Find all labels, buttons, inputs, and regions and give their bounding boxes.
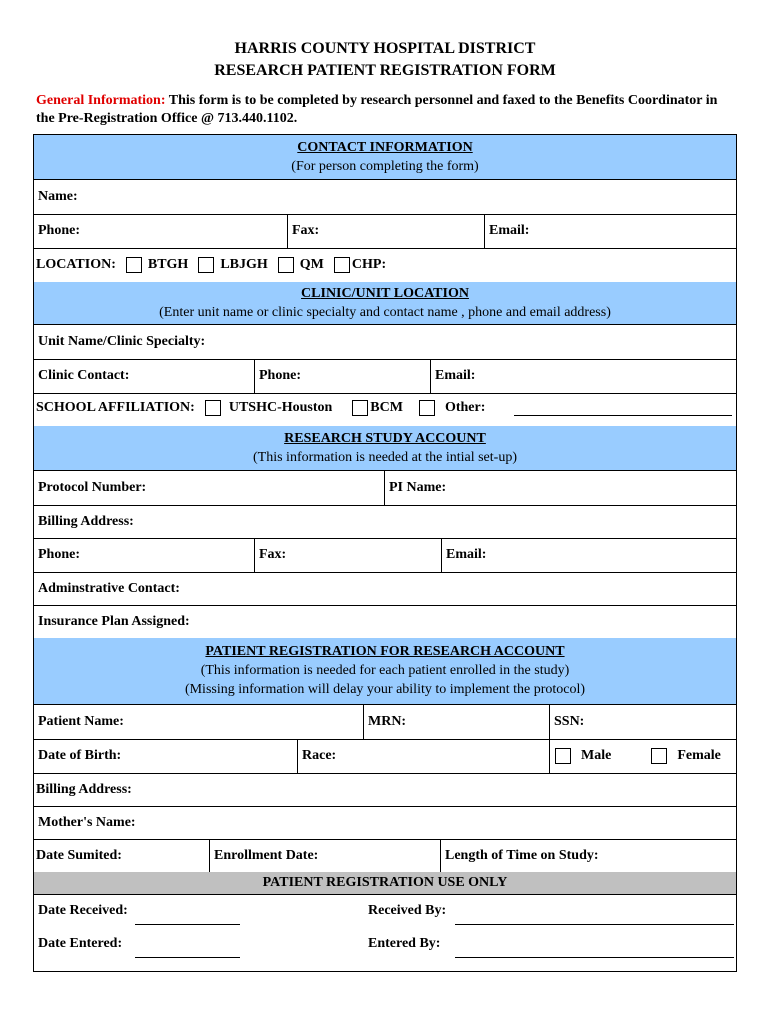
location-label: LOCATION: xyxy=(36,257,116,272)
qm-checkbox[interactable] xyxy=(278,257,294,273)
location-row xyxy=(34,248,736,283)
clinic-phone-label: Phone: xyxy=(259,368,301,383)
date-entered-line[interactable] xyxy=(135,957,240,958)
patient-name-field[interactable] xyxy=(34,705,363,739)
school-options xyxy=(36,393,485,423)
study-phone-row xyxy=(34,538,736,573)
date-submitted-field[interactable] xyxy=(34,839,209,872)
sex-options xyxy=(549,739,736,773)
general-information-label: General Information: xyxy=(36,93,166,108)
general-information xyxy=(36,92,736,128)
mrn-field[interactable] xyxy=(363,705,549,739)
pi-name-label: PI Name: xyxy=(389,480,447,495)
dob-row xyxy=(34,739,736,774)
ssn-field[interactable] xyxy=(549,705,736,739)
clinic-contact-row xyxy=(34,359,736,394)
chp-checkbox[interactable] xyxy=(334,257,350,273)
female-checkbox[interactable] xyxy=(651,748,667,764)
mother-name-row xyxy=(34,806,736,840)
insurance-field[interactable] xyxy=(34,605,736,638)
study-fax-field[interactable] xyxy=(254,538,441,572)
male-checkbox[interactable] xyxy=(555,748,571,764)
study-section-header xyxy=(34,426,736,471)
qm-label: QM xyxy=(299,257,324,272)
form-title-line1: HARRIS COUNTY HOSPITAL DISTRICT xyxy=(234,40,536,57)
received-by-line[interactable] xyxy=(455,924,734,925)
study-billing-field[interactable] xyxy=(34,505,736,538)
unit-name-row xyxy=(34,325,736,360)
unit-name-field[interactable] xyxy=(34,325,736,359)
contact-subheading: (For person completing the form) xyxy=(291,159,479,174)
other-school-checkbox[interactable] xyxy=(419,400,435,416)
patient-billing-field[interactable] xyxy=(34,773,736,806)
utshc-label: UTSHC-Houston xyxy=(228,400,333,415)
date-entered-label: Date Entered: xyxy=(38,936,123,951)
patient-billing-label: Billing Address: xyxy=(36,781,132,797)
contact-name-label: Name: xyxy=(38,189,78,204)
clinic-contact-field[interactable] xyxy=(34,359,254,393)
contact-name-field[interactable] xyxy=(34,180,736,214)
admin-contact-label: Adminstrative Contact: xyxy=(38,580,180,596)
office-use-header: PATIENT REGISTRATION USE ONLY xyxy=(34,872,736,895)
contact-email-label: Email: xyxy=(489,223,530,238)
general-information-text: This form is to be completed by research personnel and faxed to the Benefits Coordinator in the Pre-Registration Office @ 713.440.1102. xyxy=(36,93,718,126)
date-received-line[interactable] xyxy=(135,924,240,925)
registration-form xyxy=(33,134,737,972)
clinic-email-label: Email: xyxy=(435,368,476,383)
male-label: Male xyxy=(581,748,612,763)
clinic-contact-label: Clinic Contact: xyxy=(38,368,130,383)
enrollment-date-field[interactable] xyxy=(209,839,440,872)
contact-phone-field[interactable] xyxy=(34,214,287,248)
lbjgh-checkbox[interactable] xyxy=(198,257,214,273)
clinic-phone-field[interactable] xyxy=(254,359,430,393)
length-on-study-field[interactable] xyxy=(440,839,736,872)
admin-contact-row xyxy=(34,572,736,606)
patient-heading: PATIENT REGISTRATION FOR RESEARCH ACCOUNT xyxy=(205,644,565,659)
study-heading: RESEARCH STUDY ACCOUNT xyxy=(284,431,486,446)
clinic-section-header xyxy=(34,282,736,325)
contact-phone-label: Phone: xyxy=(38,223,80,238)
entered-by-label: Entered By: xyxy=(368,936,441,951)
school-affiliation-row xyxy=(34,393,736,427)
mother-name-field[interactable] xyxy=(34,806,736,839)
study-email-label: Email: xyxy=(446,547,487,562)
contact-name-row xyxy=(34,180,736,215)
patient-name-label: Patient Name: xyxy=(38,714,124,729)
location-options xyxy=(36,248,386,282)
dob-label: Date of Birth: xyxy=(38,748,122,763)
pi-name-field[interactable] xyxy=(384,471,736,505)
other-school-line[interactable] xyxy=(514,415,732,416)
mother-name-label: Mother's Name: xyxy=(38,814,136,830)
patient-billing-row xyxy=(34,773,736,807)
study-billing-label: Billing Address: xyxy=(38,513,134,529)
date-submitted-label: Date Sumited: xyxy=(36,847,122,863)
clinic-heading: CLINIC/UNIT LOCATION xyxy=(301,286,469,301)
study-billing-row xyxy=(34,505,736,539)
study-phone-field[interactable] xyxy=(34,538,254,572)
patient-subheading-1: (This information is needed for each patient enrolled in the study) xyxy=(200,663,570,678)
unit-name-label: Unit Name/Clinic Specialty: xyxy=(38,334,206,349)
contact-email-field[interactable] xyxy=(484,214,736,248)
protocol-row xyxy=(34,471,736,506)
patient-name-row xyxy=(34,705,736,740)
patient-subheading-2: (Missing information will delay your ability to implement the protocol) xyxy=(184,682,586,697)
insurance-row xyxy=(34,605,736,639)
btgh-checkbox[interactable] xyxy=(126,257,142,273)
admin-contact-field[interactable] xyxy=(34,572,736,605)
contact-heading: CONTACT INFORMATION xyxy=(297,140,473,155)
contact-fax-field[interactable] xyxy=(287,214,484,248)
protocol-number-label: Protocol Number: xyxy=(38,480,147,495)
other-school-label: Other: xyxy=(444,400,486,415)
clinic-subheading: (Enter unit name or clinic specialty and contact name , phone and email address) xyxy=(159,305,611,320)
study-email-field[interactable] xyxy=(441,538,736,572)
lbjgh-label: LBJGH xyxy=(220,257,268,272)
enrollment-date-label: Enrollment Date: xyxy=(214,847,319,863)
form-title-line2: RESEARCH PATIENT REGISTRATION FORM xyxy=(214,62,556,79)
dob-field[interactable] xyxy=(34,739,297,773)
contact-fax-label: Fax: xyxy=(292,223,320,238)
mrn-label: MRN: xyxy=(368,714,407,729)
dates-row xyxy=(34,839,736,873)
study-fax-label: Fax: xyxy=(259,547,287,562)
race-label: Race: xyxy=(302,748,337,763)
btgh-label: BTGH xyxy=(147,257,189,272)
school-affiliation-label: SCHOOL AFFILIATION: xyxy=(36,400,195,415)
bcm-checkbox[interactable] xyxy=(352,400,368,416)
study-phone-label: Phone: xyxy=(38,547,80,562)
date-received-label: Date Received: xyxy=(38,903,128,918)
contact-phone-row xyxy=(34,214,736,249)
chp-label: CHP: xyxy=(351,257,387,272)
contact-section-header xyxy=(34,135,736,180)
ssn-label: SSN: xyxy=(554,714,585,729)
length-on-study-label: Length of Time on Study: xyxy=(445,847,599,863)
female-label: Female xyxy=(677,748,721,763)
clinic-email-field[interactable] xyxy=(430,359,736,393)
study-subheading: (This information is needed at the intial set-up) xyxy=(253,450,517,465)
protocol-number-field[interactable] xyxy=(34,471,384,505)
race-field[interactable] xyxy=(297,739,549,773)
insurance-label: Insurance Plan Assigned: xyxy=(38,613,190,629)
patient-section-header xyxy=(34,638,736,705)
received-by-label: Received By: xyxy=(368,903,447,918)
entered-by-line[interactable] xyxy=(455,957,734,958)
bcm-label: BCM xyxy=(370,400,403,415)
utshc-checkbox[interactable] xyxy=(205,400,221,416)
